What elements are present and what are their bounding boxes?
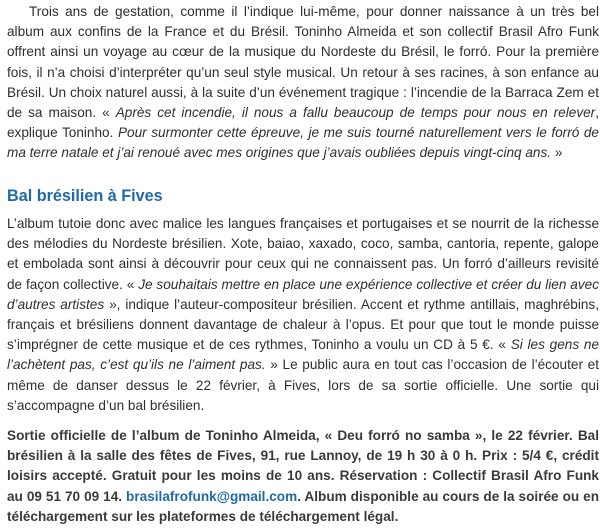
intro-text-1: Trois ans de gestation, comme il l’indique lui-même, pour donner naissance à un très bel album aux confins de la France et du Brésil. Toninho Almeida et son collectif Brasil Afro Funk offrent ainsi un voyage au cœur de la musique du Nordeste du Brésil, le forró. Pour la première fois, il n’a choisi d’interpréter qu’un seul style musical. Un retour à ses racines, à son enfance au Brésil. Un choix naturel aussi, à la suite d’un événement tragique : l’incendie de la Barraca Zem et de sa maison. « <box>7 4 599 121</box>
intro-text-2: , explique Toninho. <box>7 105 599 141</box>
intro-text-3: » <box>551 145 563 161</box>
section-text-1: L’album tutoie donc avec malice les langues françaises et portugaises et se nourrit de la richesse des mélodies du Nordeste brésilien. Xote, baiao, xaxado, coco, samba, cantoria, repente, galope et embolada sont ainsi à découvrir pour ceux qui ne connaissent pas. Un forró d’ailleurs revisité de façon collective. « <box>7 216 599 292</box>
section-text-2: », indique l’auteur-compositeur brésilien. Accent et rythme antillais, maghrébins, français et brésiliens donnent davantage de chaleur à l’opus. Et pour que tout le monde puisse s’imprégner de cette musique et de ces rythmes, Toninho a voulu un CD à 5 €. « <box>7 296 599 353</box>
section-quote-1: Je souhaitais mettre en place une expérience collective et créer du lien avec d’autres artistes <box>7 276 599 312</box>
section-heading: Bal brésilien à Fives <box>7 187 163 205</box>
section-quote-2: Si les gens ne l’achètent pas, c’est qu’ils ne l’aiment pas. <box>7 337 600 373</box>
email-link[interactable]: brasilafrofunk@gmail.com <box>126 488 298 504</box>
event-info-paragraph <box>7 426 599 527</box>
event-info-text-1: Sortie officielle de l’album de Toninho Almeida, « Deu forró no samba », le 22 février. Bal brésilien à la salle des fêtes de Fives, 91, rue Lannoy, de 19 h 30 à 0 h. Prix : 5/4 €, crédit loisirs accepté. Gratuit pour les moins de 10 ans. Réservation : Collectif Brasil Afro Funk au 09 51 70 09 14. <box>7 428 599 504</box>
event-info <box>7 426 599 527</box>
section-heading-wrap <box>7 186 163 206</box>
intro-quote-2: Pour surmonter cette épreuve, je me suis tourné naturellement vers le forró de ma terre natale et j’ai renoué avec mes origines que j’avais oubliées depuis vingt-cinq ans. <box>7 125 599 161</box>
intro-paragraph <box>7 2 599 164</box>
section-paragraph <box>7 214 599 416</box>
intro-quote-1: Après cet incendie, il nous a fallu beaucoup de temps pour nous en relever <box>115 105 596 121</box>
article-intro <box>7 2 599 164</box>
event-info-text-2: . Album disponible au cours de la soirée ou en téléchargement sur les plateformes de téléchargement légal. <box>7 488 600 524</box>
section-body <box>7 214 599 416</box>
section-text-3: » Le public aura en tout cas l’occasion de l’écouter et même de danser dessus le 22 février, à Fives, lors de sa sortie officielle. Une sortie qui s’accompagne d’un bal brésilien. <box>7 357 599 413</box>
